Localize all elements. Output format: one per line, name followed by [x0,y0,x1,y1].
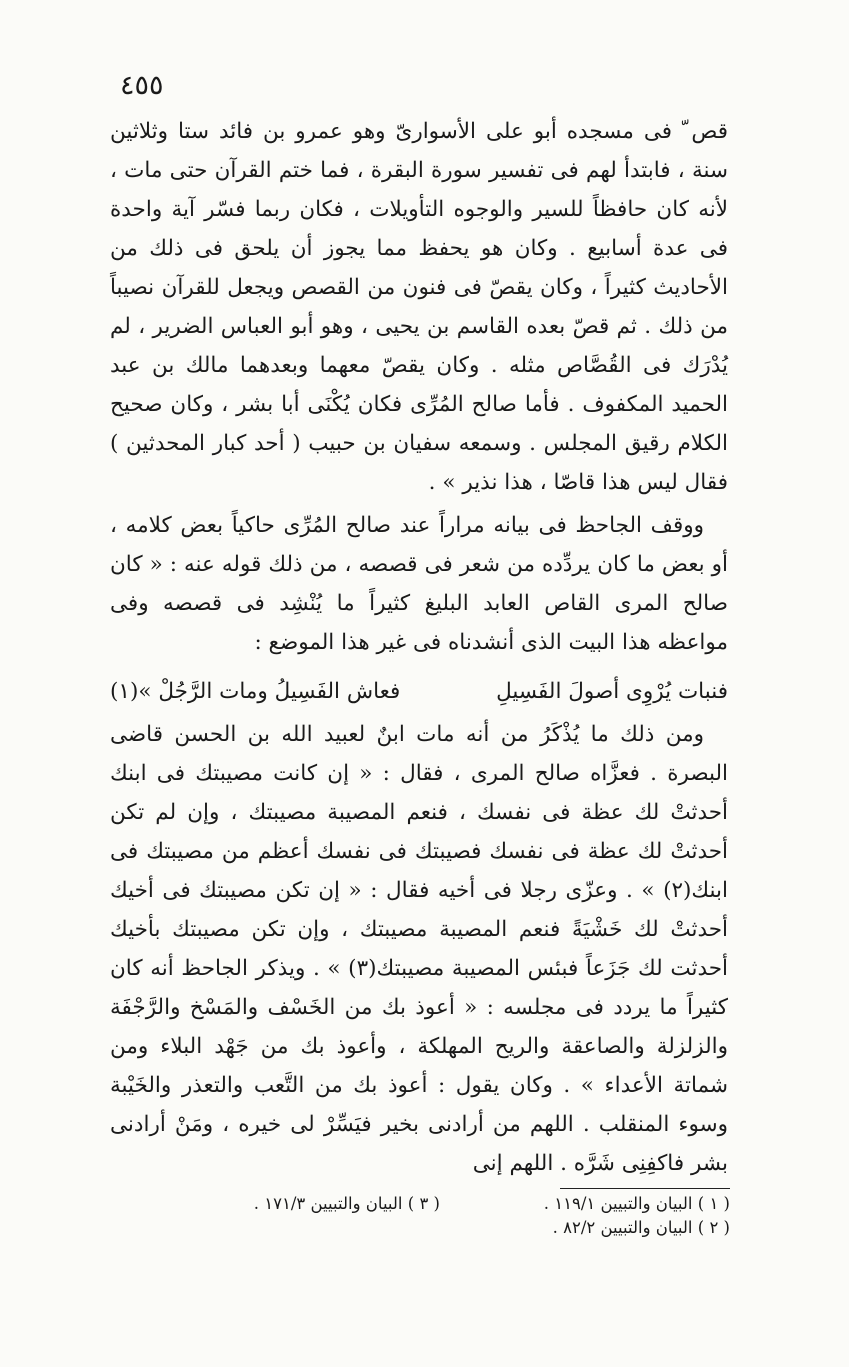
main-text [110,112,728,1183]
footnote-3: ( ٣ ) البيان والتبيين ١٧١/٣ . [253,1194,440,1213]
verse-second-hemistich: فعاش الفَسِيلُ ومات الرَّجُلْ »(١) [110,679,401,704]
paragraph-3: ومن ذلك ما يُذْكَرُ من أنه مات ابنٌ لعبيد الله بن الحسن قاضى البصرة . فعزَّاه صالح المرى ، فقال : « إن كانت مصيبتك فى ابنك أحدثتْ لك عظة فى نفسك ، فنعم المصيبة مصيبتك ، وإن لم تكن أحدثتْ لك عظة فى نفسك فصيبتك فى نفسك أعظم من مصيبتك فى ابنك(٢) » . وعزّى رجلا فى أخيه فقال : « إن تكن مصيبتك فى أخيك أحدثتْ لك خَشْيَةً فنعم المصيبة مصيبتك ، وإن تكن مصيبتك بأخيك أحدثت لك جَزَعاً فبئس المصيبة مصيبتك(٣) » . ويذكر الجاحظ أنه كان كثيراً ما يردد فى مجلسه : « أعوذ بك من الخَسْف والمَسْخ والرَّجْفَة والزلزلة والصاعقة والريح المهلكة ، وأعوذ بك من جَهْد البلاء ومن شماتة الأعداء » . وكان يقول : أعوذ بك من التَّعب والتعذر والخَيْبة وسوء المنقلب . اللهم من أرادنى بخير فيَسِّرْ لى خيره ، ومَنْ أرادنى بشر فاكفِنِى شَرَّه . اللهم إنى [110,722,728,1176]
footnote-2: ( ٢ ) البيان والتبيين ٨٢/٢ . [552,1218,730,1237]
poetry-verse [110,672,728,711]
paragraph-2: ووقف الجاحظ فى بيانه مراراً عند صالح المُرِّى حاكياً بعض كلامه ، أو بعض ما كان يردِّده من شعر فى قصصه ، من ذلك قوله عنه : « كان صالح المرى القاص العابد البليغ كثيراً ما يُنْشِد فى قصصه وفى مواعظه هذا البيت الذى أنشدناه فى غير هذا الموضع : [110,513,728,655]
verse-first-hemistich: فنبات يُرْوِى أصولَ الفَسِيلِ [496,679,728,704]
footnotes-left-column [180,1192,440,1216]
page-number: ٤٥٥ [120,70,164,101]
footnote-1: ( ١ ) البيان والتبيين ١١٩/١ . [543,1194,730,1213]
footnotes-right-column [470,1192,730,1240]
footnote-divider [560,1188,730,1189]
paragraph-1: قص ّ فى مسجده أبو على الأسوارىّ وهو عمرو بن فائد ستا وثلاثين سنة ، فابتدأ لهم فى تفسير سورة البقرة ، فما ختم القرآن حتى مات ، لأنه كان حافظاً للسير والوجوه التأويلات ، فكان ربما فسّر آية واحدة فى عدة أسابيع . وكان هو يحفظ مما يجوز أن يلحق فى ذلك من الأحاديث كثيراً ، وكان يقصّ فى فنون من القصص ويجعل للقرآن نصيباً من ذلك . ثم قصّ بعده القاسم بن يحيى ، وهو أبو العباس الضرير ، لم يُدْرَك فى القُصَّاص مثله . وكان يقصّ معهما وبعدهما مالك بن عبد الحميد المكفوف . فأما صالح المُرِّى فكان يُكْنَى أبا بشر ، وكان صحيح الكلام رقيق المجلس . وسمعه سفيان بن حبيب ( أحد كبار المحدثين ) فقال ليس هذا قاصّا ، هذا نذير » . [110,119,728,495]
